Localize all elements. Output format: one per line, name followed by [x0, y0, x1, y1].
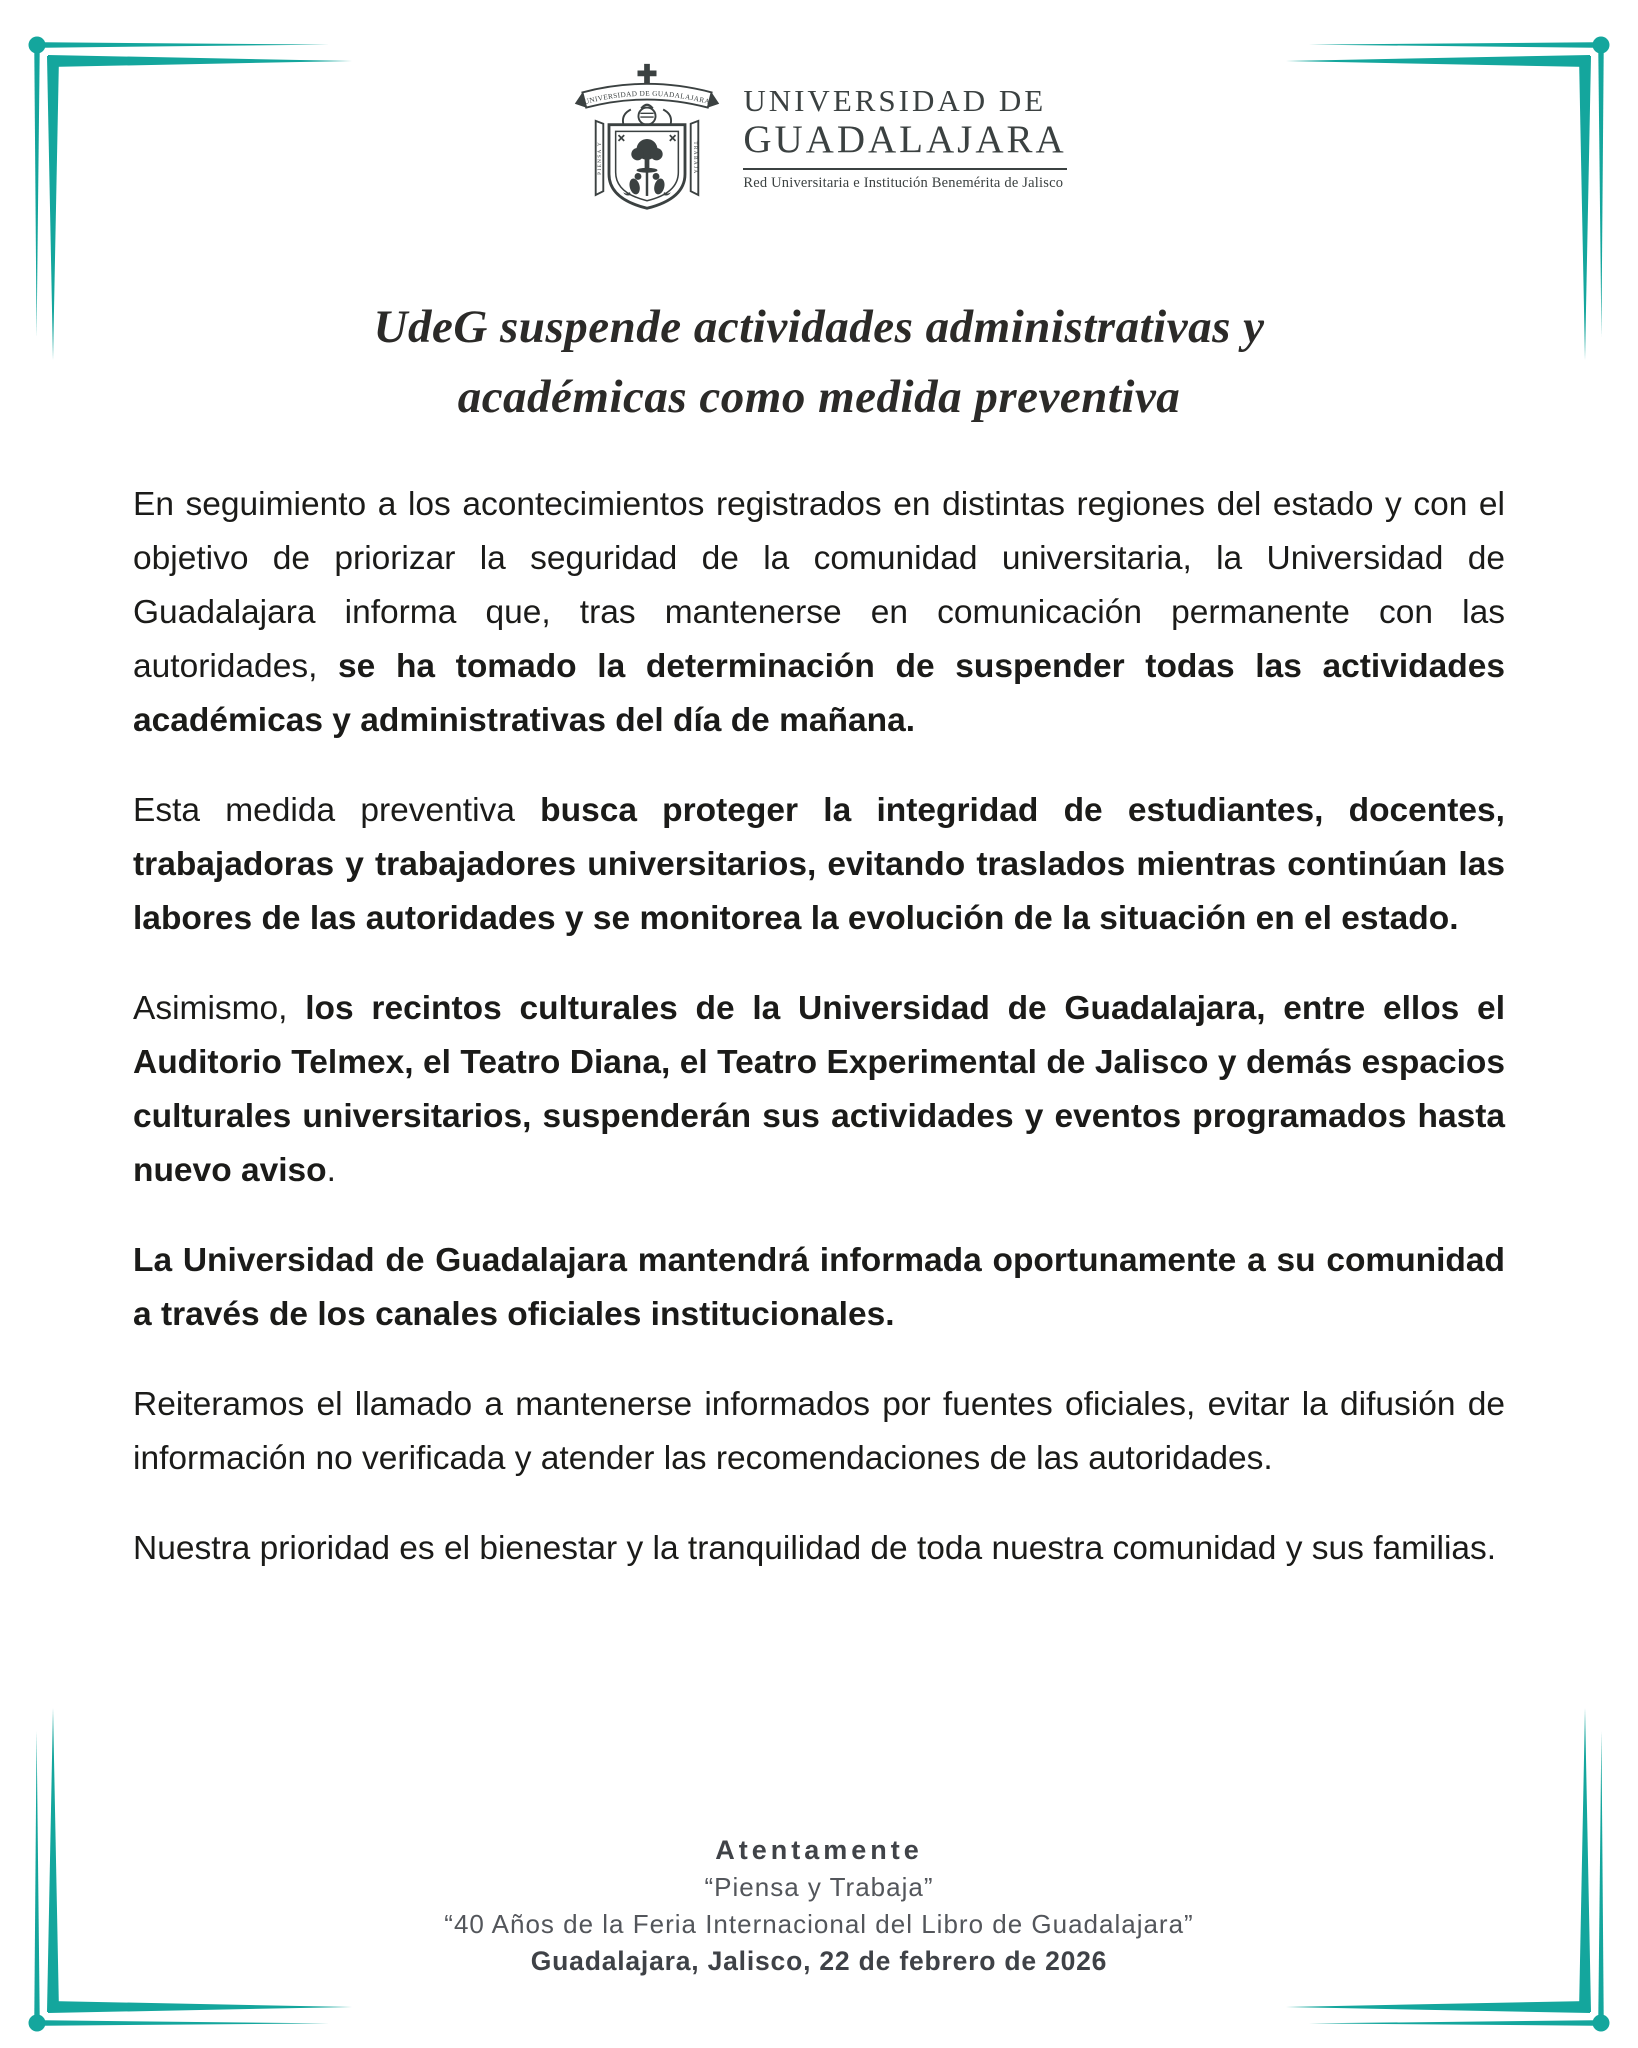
paragraph-text: En seguimiento a los acontecimientos registrados en distintas regiones del estado y con el objetivo de priorizar la seguridad de la comunidad universitaria, la Universidad de Guadalajara informa que, tras mantenerse en comunicación permanente con las autoridades, — [133, 486, 1505, 685]
university-logo — [0, 60, 1638, 216]
body-paragraph — [133, 784, 1505, 946]
announcement-body — [133, 478, 1505, 1612]
signature-block — [0, 1832, 1638, 1980]
crest-banner-text: UNIVERSIDAD DE GUADALAJARA — [583, 89, 712, 107]
paragraph-text: . — [326, 1152, 336, 1189]
paragraph-text-bold: los recintos culturales de la Universidad de Guadalajara, entre ellos el Auditorio Telmex, el Teatro Diana, el Teatro Experimental de Jalisco y demás espacios culturales universitarios, suspenderán sus actividades y eventos programados hasta nuevo aviso — [133, 990, 1505, 1189]
page-title-line2: académicas como medida preventiva — [457, 371, 1181, 423]
paragraph-text-bold: busca proteger la integridad de estudiantes, docentes, trabajadoras y trabajadores universitarios, evitando traslados mientras continúan las labores de las autoridades y se monitorea la evolución de la situación en el estado. — [133, 792, 1505, 937]
closing-line: Atentamente — [715, 1835, 923, 1865]
paragraph-text: Esta medida preventiva — [133, 792, 541, 829]
crest-ribbon-right-text: TRABAJA — [692, 141, 699, 175]
paragraph-text-bold: se ha tomado la determinación de suspender todas las actividades académicas y administrativas del día de mañana. — [133, 648, 1505, 739]
university-wordmark — [743, 84, 1066, 192]
body-paragraph — [133, 1378, 1505, 1486]
date-line: Guadalajara, Jalisco, 22 de febrero de 2026 — [530, 1946, 1108, 1976]
paragraph-text: Reiteramos el llamado a mantenerse informados por fuentes oficiales, evitar la difusión de información no verificada y atender las recomendaciones de las autoridades. — [133, 1386, 1505, 1477]
body-paragraph — [133, 1522, 1505, 1576]
motto-line: “Piensa y Trabaja” — [704, 1872, 934, 1902]
university-tagline: Red Universitaria e Institución Benemérita de Jalisco — [743, 174, 1064, 191]
university-crest-icon — [571, 60, 723, 216]
page-title-line1: UdeG suspende actividades administrativas y — [373, 301, 1265, 353]
paragraph-text: Asimismo, — [133, 990, 306, 1027]
body-paragraph — [133, 982, 1505, 1198]
anniversary-line: “40 Años de la Feria Internacional del Libro de Guadalajara” — [444, 1909, 1194, 1939]
body-paragraph — [133, 478, 1505, 748]
university-name-line2: GUADALAJARA — [743, 118, 1067, 162]
wordmark-divider — [743, 168, 1066, 170]
body-paragraph — [133, 1234, 1505, 1342]
crest-ribbon-left-text: PIENSA Y — [597, 140, 604, 175]
paragraph-text-bold: La Universidad de Guadalajara mantendrá informada oportunamente a su comunidad a través de los canales oficiales institucionales. — [133, 1242, 1505, 1333]
paragraph-text: Nuestra prioridad es el bienestar y la tranquilidad de toda nuestra comunidad y sus familias. — [133, 1530, 1497, 1567]
page-title — [0, 292, 1638, 432]
university-name-line1: UNIVERSIDAD DE — [743, 83, 1047, 119]
